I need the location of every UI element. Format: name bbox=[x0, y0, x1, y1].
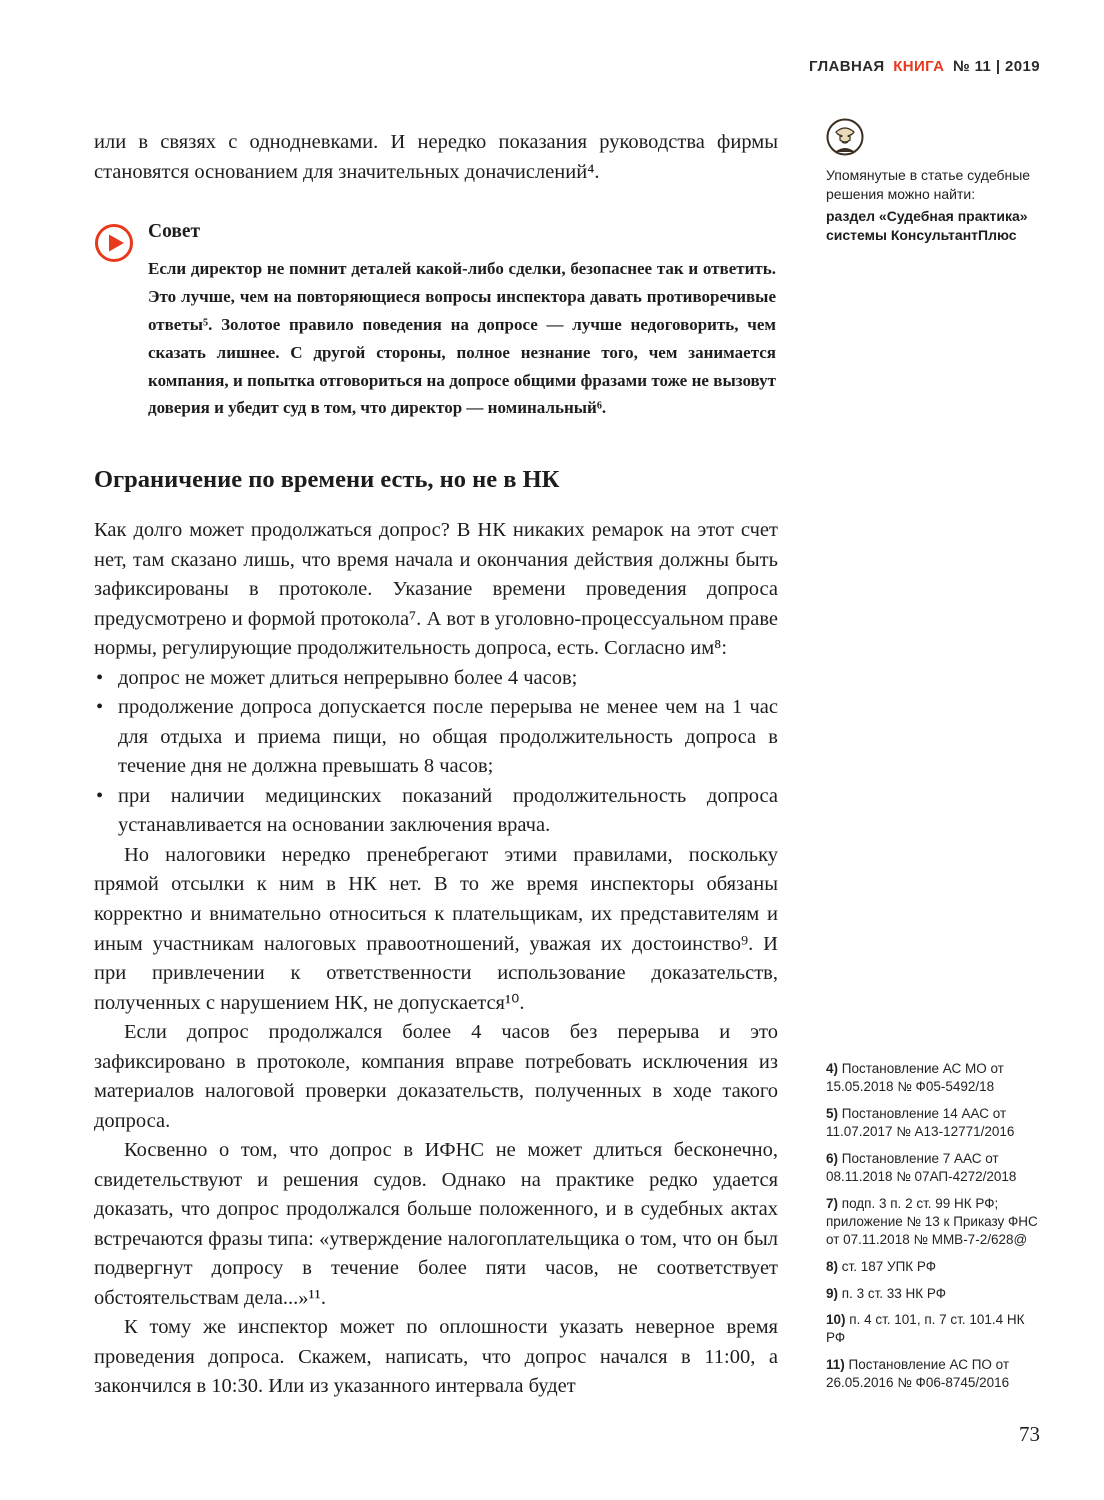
footnote-text: ст. 187 УПК РФ bbox=[841, 1258, 937, 1274]
sidebar-note bbox=[826, 118, 1042, 245]
intro-paragraph: или в связях с однодневками. И нередко показания руководства фирмы становятся основанием для значительных доначислений⁴. bbox=[94, 131, 778, 183]
sidebar-note-text: Упомянутые в статье судебные решения можно найти: bbox=[826, 167, 1031, 203]
footnote bbox=[826, 1195, 1042, 1249]
section-paragraph-2: Но налоговики нередко пренебрегают этими правилами, поскольку прямой отсылки к ним в НК нет. В то же время инспекторы обязаны корректно и внимательно относиться к плательщикам, их представителям и иным участникам налоговых правоотношений, уважая их достоинство⁹. И при привлечении к ответственности использование доказательств, полученных с нарушением НК, не допускается¹⁰. bbox=[94, 843, 778, 1014]
footnote-text: Постановление 7 ААС от 08.11.2018 № 07АП-4272/2018 bbox=[826, 1150, 1017, 1184]
page-number: 73 bbox=[1019, 1422, 1040, 1446]
footnote bbox=[826, 1356, 1042, 1392]
bullet-item: • при наличии медицинских показаний продолжительность допроса устанавливается на основании заключения врача. bbox=[94, 782, 778, 841]
footnote-text: Постановление 14 ААС от 11.07.2017 № А13-12771/2016 bbox=[826, 1105, 1015, 1139]
sidebar-note-link[interactable]: раздел «Судебная практика» системы КонсультантПлюс bbox=[826, 207, 1028, 243]
footnote bbox=[826, 1285, 1042, 1303]
main-column bbox=[94, 128, 778, 1402]
tip-block bbox=[94, 221, 778, 422]
bullet-item: • допрос не может длиться непрерывно более 4 часов; bbox=[94, 664, 778, 694]
footnote bbox=[826, 1060, 1042, 1096]
footnote-number: 4) bbox=[826, 1061, 839, 1076]
magazine-title-part2: КНИГА bbox=[893, 58, 945, 75]
section-heading: Ограничение по времени есть, но не в НК bbox=[94, 466, 560, 494]
footnote-text: Постановление АС ПО от 26.05.2016 № Ф06-8745/2016 bbox=[826, 1357, 1010, 1391]
magazine-title-part1: ГЛАВНАЯ bbox=[809, 58, 885, 75]
tip-play-icon bbox=[94, 223, 134, 263]
footnote-text: Постановление АС МО от 15.05.2018 № Ф05-5492/18 bbox=[826, 1061, 1004, 1094]
footnotes-block bbox=[826, 1060, 1042, 1401]
footnote bbox=[826, 1105, 1042, 1141]
footnote-number: 11) bbox=[826, 1357, 845, 1373]
footnote bbox=[826, 1311, 1042, 1347]
section-paragraph-4: Косвенно о том, что допрос в ИФНС не может длиться бесконечно, свидетельствуют и решения судов. Однако на практике редко удается доказать, что допрос продолжался больше положенного, и в судебных актах встречаются фразы типа: «утверждение налогоплательщика о том, что он был подвергнут допросу в течение более пяти часов, не соответствует обстоятельствам дела...»¹¹. bbox=[94, 1139, 778, 1309]
section-paragraph-5: К тому же инспектор может по оплошности указать неверное время проведения допроса. Скажем, написать, что допрос начался в 11:00, а закончился в 10:30. Или из указанного интервала будет bbox=[94, 1316, 778, 1398]
footnote-number: 5) bbox=[826, 1105, 839, 1121]
tip-content bbox=[148, 221, 776, 422]
footnote-text: п. 4 ст. 101, п. 7 ст. 101.4 НК РФ bbox=[826, 1312, 1025, 1346]
section-paragraph-3: Если допрос продолжался более 4 часов без перерыва и это зафиксировано в протоколе, компания вправе потребовать исключения из материалов налоговой проверки доказательств, полученных в ходе такого допроса. bbox=[94, 1021, 778, 1132]
magazine-header bbox=[805, 58, 1040, 75]
judge-icon bbox=[826, 118, 864, 156]
bullet-list bbox=[94, 664, 778, 841]
section-paragraph-1: Как долго может продолжаться допрос? В НК никаких ремарок на этот счет нет, там сказано лишь, что время начала и окончания действия должны быть зафиксированы в протоколе. Указание времени проведения допроса предусмотрено и формой протокола⁷. А вот в уголовно-процессуальном праве нормы, регулирующие продолжительность допроса, есть. Согласно им⁸: bbox=[94, 519, 778, 660]
footnote-number: 8) bbox=[826, 1258, 839, 1274]
footnote-number: 7) bbox=[826, 1195, 839, 1211]
footnote-number: 10) bbox=[826, 1312, 846, 1328]
footnote bbox=[826, 1150, 1042, 1186]
tip-title: Совет bbox=[148, 221, 201, 243]
footnote-number: 6) bbox=[826, 1150, 839, 1166]
tip-body: Если директор не помнит деталей какой-либо сделки, безопаснее так и ответить. Это лучше, чем на повторяющиеся вопросы инспектора давать противоречивые ответы⁵. Золотое правило поведения на допросе — лучше недоговорить, чем сказать лишнее. С другой стороны, полное незнание того, чем занимается компания, и попытка отговориться на допросе общими фразами тоже не вызовут доверия и убедит суд в том, что директор — номинальный⁶. bbox=[148, 259, 776, 418]
footnote bbox=[826, 1258, 1042, 1276]
bullet-item: • продолжение допроса допускается после перерыва не менее чем на 1 час для отдыха и приема пищи, но общая продолжительность допроса в течение дня не должна превышать 8 часов; bbox=[94, 693, 778, 782]
footnote-text: подп. 3 п. 2 ст. 99 НК РФ; приложение № 13 к Приказу ФНС от 07.11.2018 № ММВ-7-2/628@ bbox=[826, 1195, 1038, 1247]
issue-number: № 11 | 2019 bbox=[952, 58, 1040, 75]
footnote-number: 9) bbox=[826, 1285, 839, 1301]
footnote-text: п. 3 ст. 33 НК РФ bbox=[841, 1285, 947, 1301]
